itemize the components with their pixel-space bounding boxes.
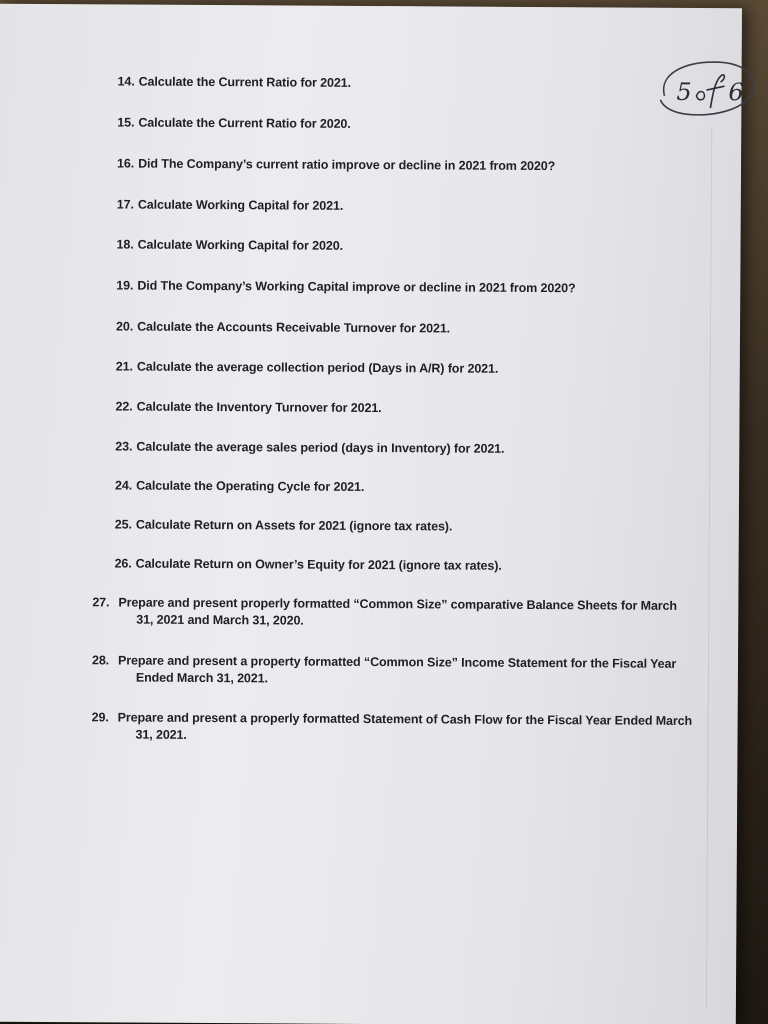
question-25: 25. Calculate Return on Assets for 2021 (ignore tax rates). xyxy=(114,517,453,534)
worksheet-page xyxy=(0,4,742,1024)
question-22: 22. Calculate the Inventory Turnover for 2021. xyxy=(115,399,382,416)
paper-fold xyxy=(706,128,712,1008)
question-21: 21. Calculate the average collection period (Days in A/R) for 2021. xyxy=(115,359,499,376)
question-20: 20. Calculate the Accounts Receivable Turnover for 2021. xyxy=(115,319,451,336)
question-26: 26. Calculate Return on Owner’s Equity for 2021 (ignore tax rates). xyxy=(114,556,502,573)
svg-text:6: 6 xyxy=(728,78,744,107)
question-15: 15. Calculate the Current Ratio for 2020. xyxy=(117,115,351,131)
svg-text:5: 5 xyxy=(676,77,692,106)
question-29: 29. Prepare and present a properly formatted Statement of Cash Flow for the Fiscal Year Ended March 31, 2021. xyxy=(91,710,693,742)
question-24: 24. Calculate the Operating Cycle for 2021. xyxy=(115,478,365,494)
question-27: 27. Prepare and present properly formatted “Common Size” comparative Balance Sheets for March 31, 2021 and March 31, 2020. xyxy=(92,595,678,628)
question-19: 19. Did The Company’s Working Capital improve or decline in 2021 from 2020? xyxy=(116,278,576,296)
question-14: 14. Calculate the Current Ratio for 2021. xyxy=(117,74,351,90)
question-16: 16. Did The Company’s current ratio improve or decline in 2021 from 2020? xyxy=(116,156,556,174)
question-23: 23. Calculate the average sales period (days in Inventory) for 2021. xyxy=(115,439,505,456)
question-17: 17. Calculate Working Capital for 2021. xyxy=(116,197,344,213)
question-28: 28. Prepare and present a property formatted “Common Size” Income Statement for the Fiscal Year Ended March 31, 2021. xyxy=(91,653,677,686)
question-18: 18. Calculate Working Capital for 2020. xyxy=(116,237,344,253)
